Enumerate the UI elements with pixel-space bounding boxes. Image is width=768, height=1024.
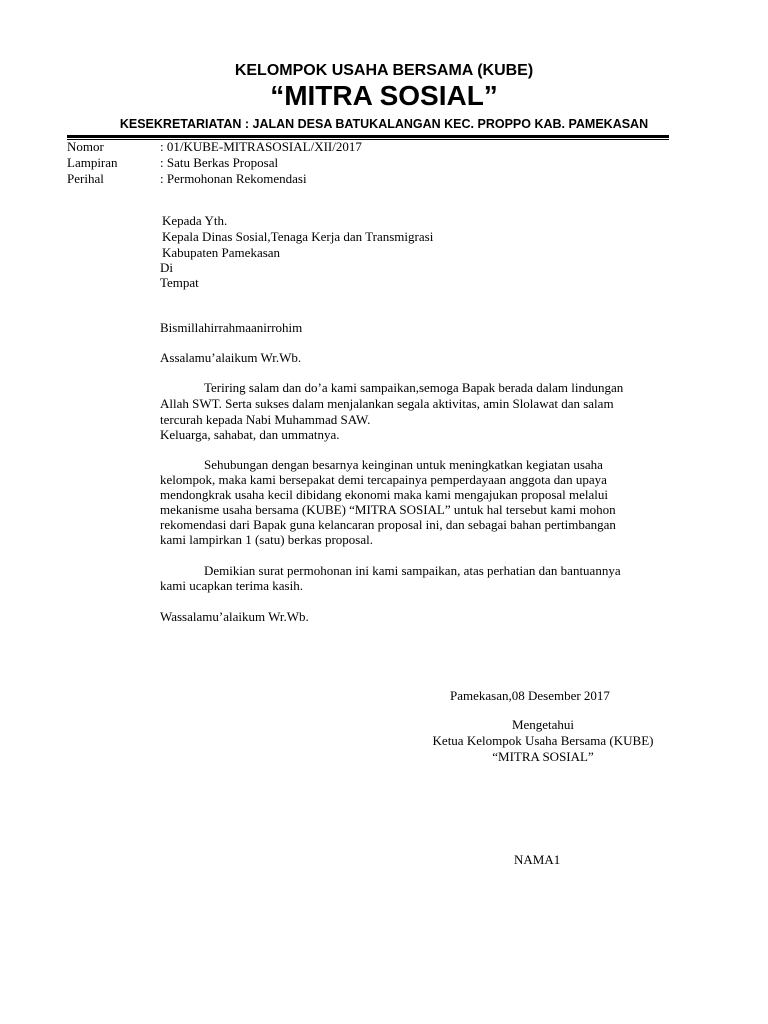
lampiran-label: Lampiran xyxy=(67,155,118,170)
recipient-line: Di xyxy=(160,260,173,275)
organization-heading: KELOMPOK USAHA BERSAMA (KUBE) xyxy=(234,62,534,79)
paragraph-2: Sehubungan dengan besarnya keinginan untuk meningkatkan kegiatan usaha kelompok, maka kami bersepakat demi tercapainya pemperdayaan anggota dan upaya mendongkrak usaha kecil dibidang ekonomi maka kami mengajukan proposal melalui mekanisme usaha bersama (KUBE) “MITRA SOSIAL” untuk hal tersebut kami mohon rekomendasi dari Bapak guna kelancaran proposal ini, dan sebagai bahan pertimbangan kami lampirkan 1 (satu) berkas proposal. xyxy=(160,457,616,547)
basmalah: Bismillahirrahmaanirrohim xyxy=(160,320,303,335)
signatory-title: Ketua Kelompok Usaha Bersama (KUBE) xyxy=(432,733,654,748)
lampiran-value: : Satu Berkas Proposal xyxy=(160,155,279,170)
acknowledged-label: Mengetahui xyxy=(511,717,575,732)
closing-salam: Wassalamu’alaikum Wr.Wb. xyxy=(160,609,309,624)
recipient-line: Kepala Dinas Sosial,Tenaga Kerja dan Transmigrasi xyxy=(162,229,434,244)
paragraph-1-line: Keluarga, sahabat, dan ummatnya. xyxy=(160,427,340,442)
secretariat-address: KESEKRETARIATAN : JALAN DESA BATUKALANGAN KEC. PROPPO KAB. PAMEKASAN xyxy=(119,117,649,131)
nomor-label: Nomor xyxy=(67,139,104,154)
paragraph-1-line: Teriring salam dan do’a kami sampaikan,semoga Bapak berada dalam lindungan xyxy=(204,380,624,395)
place-date: Pamekasan,08 Desember 2017 xyxy=(450,688,610,703)
paragraph-1-line: Allah SWT. Serta sukses dalam menjalankan segala aktivitas, amin Slolawat dan salam xyxy=(160,396,614,411)
signatory-name: NAMA1 xyxy=(514,852,561,867)
perihal-value: : Permohonan Rekomendasi xyxy=(160,171,307,186)
recipient-line: Tempat xyxy=(160,275,199,290)
signatory-organization: “MITRA SOSIAL” xyxy=(492,749,594,764)
letterhead-divider-thin xyxy=(67,139,669,140)
recipient-line: Kepada Yth. xyxy=(162,213,228,228)
nomor-value: : 01/KUBE-MITRASOSIAL/XII/2017 xyxy=(160,139,362,154)
organization-name: “MITRA SOSIAL” xyxy=(270,80,498,111)
paragraph-3: Demikian surat permohonan ini kami sampaikan, atas perhatian dan bantuannya kami ucapkan terima kasih. xyxy=(160,563,621,593)
paragraph-1-line: tercurah kepada Nabi Muhammad SAW. xyxy=(160,412,371,427)
letterhead-divider-thick xyxy=(67,135,669,138)
recipient-line: Kabupaten Pamekasan xyxy=(162,245,281,260)
opening-salam: Assalamu’alaikum Wr.Wb. xyxy=(160,350,302,365)
perihal-label: Perihal xyxy=(67,171,104,186)
